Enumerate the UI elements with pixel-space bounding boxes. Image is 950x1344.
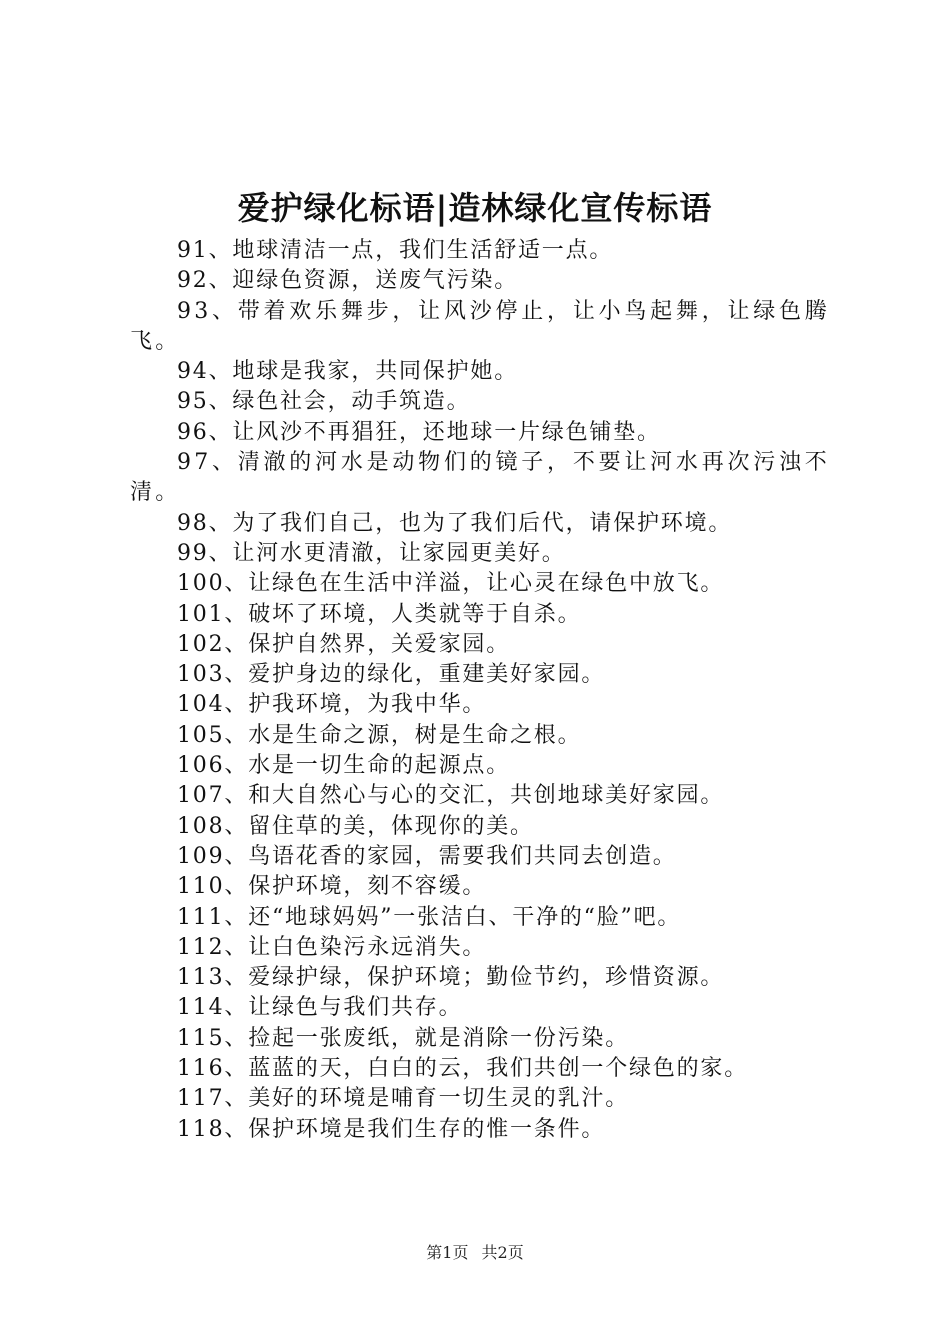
page-number-current: 第1页: [426, 1243, 469, 1262]
slogan-line: 102、保护自然界，关爱家园。: [177, 631, 510, 657]
slogan-line: 108、留住草的美，体现你的美。: [177, 813, 534, 839]
slogan-line: 99、让河水更清澈，让家园更美好。: [177, 540, 566, 566]
slogan-line: 92、迎绿色资源，送废气污染。: [177, 268, 518, 294]
slogan-line: 93、带着欢乐舞步，让风沙停止，让小鸟起舞，让绿色腾飞。: [130, 298, 830, 354]
page-footer: [0, 1242, 950, 1264]
slogan-line: 115、捡起一张废纸，就是消除一份污染。: [177, 1025, 629, 1051]
document-title: 爱护绿化标语|造林绿化宣传标语: [237, 189, 713, 227]
slogan-line: 103、爱护身边的绿化，重建美好家园。: [177, 662, 606, 688]
slogan-line: 111、还“地球妈妈”一张洁白、干净的“脸”吧。: [177, 904, 682, 930]
slogan-line: 107、和大自然心与心的交汇，共创地球美好家园。: [177, 783, 725, 809]
slogan-line: 117、美好的环境是哺育一切生灵的乳汁。: [177, 1086, 629, 1112]
slogan-line: 104、护我环境，为我中华。: [177, 692, 487, 718]
slogan-line: 113、爱绿护绿，保护环境；勤俭节约，珍惜资源。: [177, 965, 725, 991]
slogan-line: 91、地球清洁一点，我们生活舒适一点。: [177, 238, 614, 263]
slogan-line: 96、让风沙不再猖狂，还地球一片绿色铺垫。: [177, 419, 661, 445]
slogan-line: 95、绿色社会，动手筑造。: [177, 389, 471, 415]
slogan-line: 105、水是生命之源，树是生命之根。: [177, 722, 582, 748]
slogan-line: 101、破坏了环境，人类就等于自杀。: [177, 601, 582, 627]
slogan-line: 97、清澈的河水是动物们的镜子，不要让河水再次污浊不清。: [130, 450, 830, 506]
slogan-line: 100、让绿色在生活中洋溢，让心灵在绿色中放飞。: [177, 571, 725, 597]
slogan-line: 114、让绿色与我们共存。: [177, 995, 463, 1021]
slogan-line: 118、保护环境是我们生存的惟一条件。: [177, 1116, 606, 1142]
slogan-line: 112、让白色染污永远消失。: [177, 934, 487, 960]
slogan-line: 94、地球是我家，共同保护她。: [177, 359, 518, 385]
slogan-list: [130, 236, 830, 1145]
slogan-line: 110、保护环境，刻不容缓。: [177, 874, 487, 900]
slogan-line: 109、鸟语花香的家园，需要我们共同去创造。: [177, 843, 677, 869]
slogan-line: 116、蓝蓝的天，白白的云，我们共创一个绿色的家。: [177, 1056, 748, 1082]
slogan-line: 106、水是一切生命的起源点。: [177, 753, 510, 779]
page-number-total: 共2页: [481, 1243, 524, 1262]
slogan-line: 98、为了我们自己，也为了我们后代，请保护环境。: [177, 510, 733, 536]
